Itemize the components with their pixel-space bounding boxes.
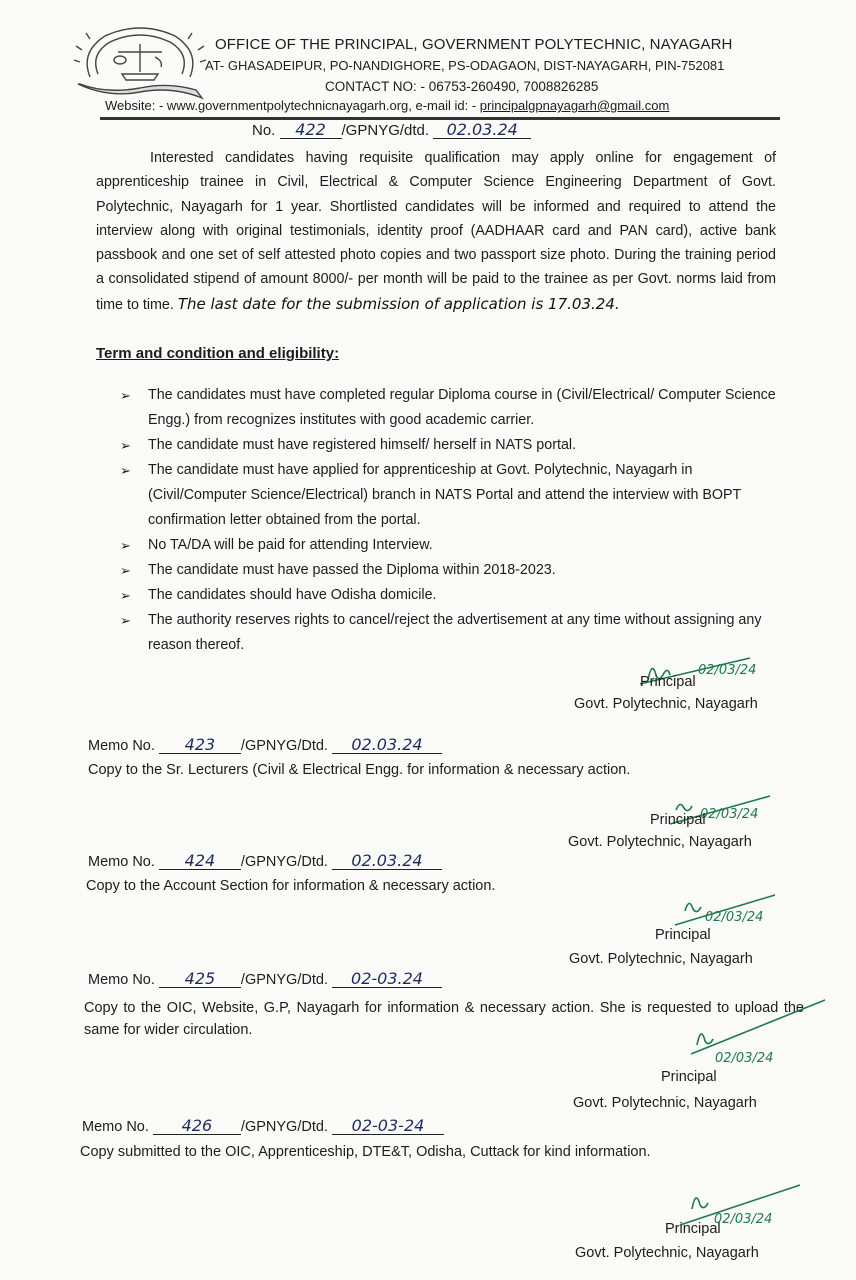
- arrow-bullet-icon: ➢: [120, 613, 131, 628]
- condition-item: ➢ The candidates must have completed regular Diploma course in (Civil/Electrical/ Computer Science Engg.) from recognizes institutes with good academic carrier.: [120, 383, 792, 433]
- signatory-office: Govt. Polytechnic, Nayagarh: [573, 1095, 757, 1111]
- arrow-bullet-icon: ➢: [120, 588, 131, 603]
- arrow-bullet-icon: ➢: [120, 538, 131, 553]
- header-divider: [100, 117, 780, 120]
- signatory-office: Govt. Polytechnic, Nayagarh: [568, 834, 752, 850]
- notice-body: [96, 146, 776, 317]
- svg-text:02/03/24: 02/03/24: [700, 807, 759, 822]
- condition-item: ➢ The candidates should have Odisha domicile.: [120, 583, 792, 608]
- arrow-bullet-icon: ➢: [120, 388, 131, 403]
- memo-date: 02.03.24: [332, 853, 442, 870]
- memo-mid-label: /GPNYG/Dtd.: [240, 854, 328, 870]
- ref-no-label: No.: [252, 122, 276, 139]
- office-title: OFFICE OF THE PRINCIPAL, GOVERNMENT POLYTECHNIC, NAYAGARH: [215, 36, 733, 53]
- memo-label: Memo No.: [88, 972, 155, 988]
- memo-number: 424: [159, 853, 241, 870]
- email-link[interactable]: principalgpnayagarh@gmail.com: [479, 98, 670, 113]
- signatory-designation: Principal: [655, 927, 711, 943]
- signatory-designation: Principal: [650, 812, 706, 828]
- memo-423-line: [88, 737, 442, 754]
- memo-424-line: [88, 853, 442, 870]
- memo-date: 02-03-24: [332, 1118, 444, 1135]
- signatory-designation: Principal: [640, 674, 696, 690]
- office-website-email: [105, 98, 669, 113]
- svg-text:02/03/24: 02/03/24: [714, 1212, 773, 1227]
- memo-label: Memo No.: [88, 854, 155, 870]
- memo-number: 423: [159, 737, 241, 754]
- reference-line: [252, 122, 531, 139]
- arrow-bullet-icon: ➢: [120, 563, 131, 578]
- condition-item: ➢ The candidate must have registered himself/ herself in NATS portal.: [120, 433, 792, 458]
- signature-block: [565, 885, 805, 975]
- college-emblem-logo: [70, 22, 210, 100]
- signatory-designation: Principal: [661, 1069, 717, 1085]
- website-text: Website: - www.governmentpolytechnicnayagarh.org, e-mail id: -: [105, 98, 480, 113]
- office-address: AT- GHASADEIPUR, PO-NANDIGHORE, PS-ODAGAON, DIST-NAYAGARH, PIN-752081: [205, 58, 725, 73]
- memo-426-text: Copy submitted to the OIC, Apprenticeship, DTE&T, Odisha, Cuttack for kind information.: [80, 1144, 651, 1160]
- arrow-bullet-icon: ➢: [120, 438, 131, 453]
- condition-item: ➢ The candidate must have passed the Diploma within 2018-2023.: [120, 558, 792, 583]
- svg-text:02/03/24: 02/03/24: [698, 663, 757, 678]
- memo-label: Memo No.: [82, 1119, 149, 1135]
- svg-text:02/03/24: 02/03/24: [715, 1051, 774, 1066]
- condition-item: ➢ The authority reserves rights to cancel/reject the advertisement at any time without assigning any reason thereof.: [120, 608, 792, 658]
- memo-date: 02.03.24: [332, 737, 442, 754]
- signatory-designation: Principal: [665, 1221, 721, 1237]
- office-contact: CONTACT NO: - 06753-260490, 7008826285: [325, 79, 599, 94]
- memo-label: Memo No.: [88, 738, 155, 754]
- handwritten-signature-icon: [675, 1000, 815, 1070]
- conditions-list: [120, 383, 792, 658]
- memo-426-line: [82, 1118, 444, 1135]
- arrow-bullet-icon: ➢: [120, 463, 131, 478]
- condition-item: ➢ No TA/DA will be paid for attending Interview.: [120, 533, 792, 558]
- signatory-office: Govt. Polytechnic, Nayagarh: [574, 696, 758, 712]
- ref-number: 422: [280, 122, 342, 139]
- last-date-note: The last date for the submission of application is 17.03.24.: [177, 294, 620, 313]
- signature-block: [565, 1015, 825, 1115]
- ref-mid-label: /GPNYG/dtd.: [341, 122, 430, 139]
- memo-425-text: Copy to the OIC, Website, G.P, Nayagarh for information & necessary action. She is requested to upload the same for wider circulation.: [84, 1000, 804, 1038]
- memo-number: 426: [153, 1118, 241, 1135]
- memo-425-line: [88, 971, 442, 988]
- memo-mid-label: /GPNYG/Dtd.: [240, 972, 328, 988]
- memo-423-text: Copy to the Sr. Lecturers (Civil & Electrical Engg. for information & necessary action.: [88, 762, 631, 778]
- ref-date: 02.03.24: [433, 122, 531, 139]
- memo-424-text: Copy to the Account Section for information & necessary action.: [86, 878, 496, 894]
- memo-mid-label: /GPNYG/Dtd.: [240, 738, 328, 754]
- notice-text: Interested candidates having requisite qualification may apply online for engagement of apprenticeship trainee in Civil, Electrical & Computer Science Engineering Department of Govt. Polytechnic, Nayagarh for 1 year. Shortlisted candidates will be informed and required to attend the interview along with original testimonials, identity proof (AADHAAR card and PAN card), active bank passbook and one set of self attested photo copies and two passport size photo. During the training period a consolidated stipend of amount 8000/- per month will be paid to the trainee as per Govt. norms laid from time to time.: [96, 150, 776, 313]
- conditions-title: Term and condition and eligibility:: [96, 345, 340, 362]
- signature-block: [560, 640, 800, 715]
- memo-date: 02-03.24: [332, 971, 442, 988]
- memo-number: 425: [159, 971, 241, 988]
- signature-block: [565, 1175, 825, 1275]
- signatory-office: Govt. Polytechnic, Nayagarh: [569, 951, 753, 967]
- condition-item: ➢ The candidate must have applied for apprenticeship at Govt. Polytechnic, Nayagarh in (Civil/Computer Science/Electrical) branch in NATS Portal and attend the interview with BOPT confirmation letter obtained from the portal.: [120, 458, 792, 533]
- signature-block: [560, 780, 800, 855]
- signatory-office: Govt. Polytechnic, Nayagarh: [575, 1245, 759, 1261]
- svg-text:02/03/24: 02/03/24: [705, 910, 764, 925]
- memo-mid-label: /GPNYG/Dtd.: [240, 1119, 328, 1135]
